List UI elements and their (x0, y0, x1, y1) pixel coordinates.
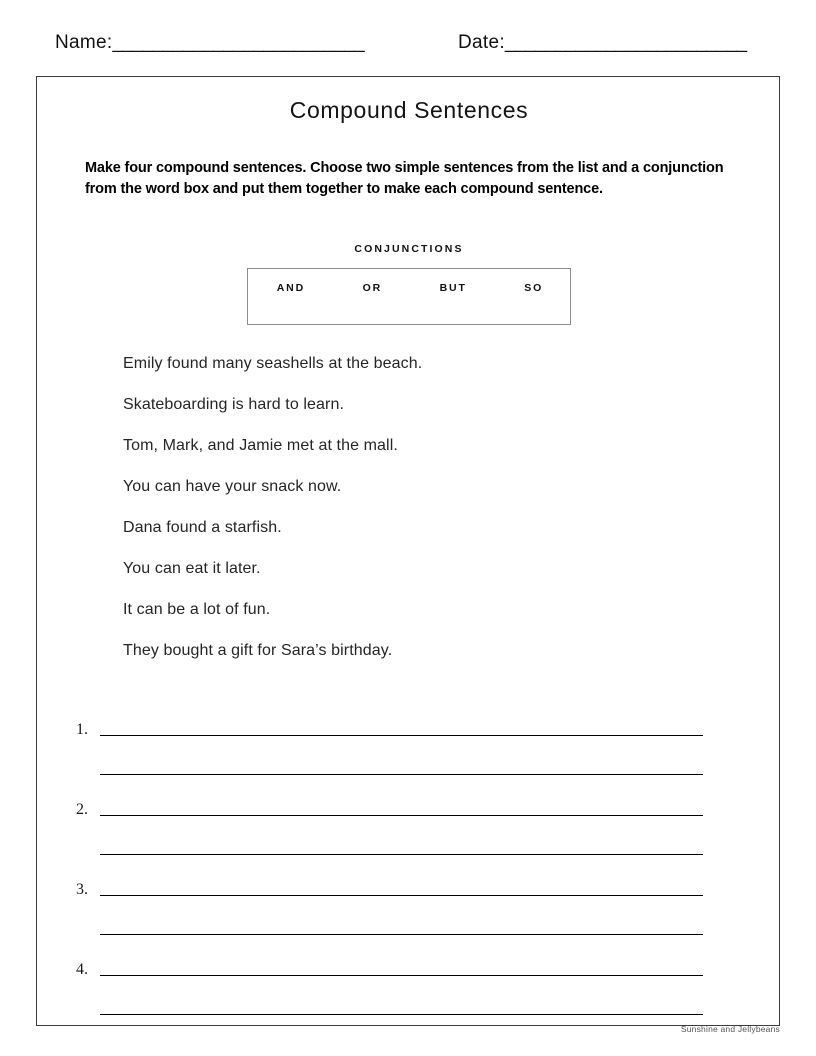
answer-item (37, 777, 781, 857)
answer-number: 4. (76, 961, 88, 978)
answer-write-line[interactable] (100, 774, 703, 775)
conjunctions-heading: CONJUNCTIONS (354, 243, 464, 255)
list-item: Emily found many seashells at the beach. (123, 355, 423, 372)
answer-number: 3. (76, 881, 88, 898)
date-field (458, 32, 747, 54)
conjunction-word-so: SO (524, 282, 544, 294)
answer-number: 1. (76, 721, 88, 738)
page-title: Compound Sentences (289, 97, 529, 123)
list-item: It can be a lot of fun. (123, 601, 271, 618)
list-item: Skateboarding is hard to learn. (123, 396, 345, 413)
answer-item (37, 857, 781, 937)
answer-area (37, 697, 781, 1017)
instructions-text: Make four compound sentences. Choose two simple sentences from the list and a conjunction from the word box and put them together to make each compound sentence. (85, 160, 724, 197)
name-field (55, 32, 364, 54)
answer-write-line[interactable] (100, 1014, 703, 1015)
answer-item (37, 697, 781, 777)
list-item: They bought a gift for Sara’s birthday. (123, 642, 393, 659)
conjunctions-word-list (248, 282, 572, 294)
answer-write-line[interactable] (100, 895, 703, 896)
answer-write-line[interactable] (100, 975, 703, 976)
footer-credit: Sunshine and Jellybeans (680, 1024, 780, 1034)
name-blank-line[interactable]: _________________________ (112, 32, 365, 53)
answer-write-line[interactable] (100, 854, 703, 855)
name-label: Name: (55, 32, 113, 53)
answer-write-line[interactable] (100, 735, 703, 736)
conjunction-word-but: BUT (439, 282, 467, 294)
answer-write-line[interactable] (100, 815, 703, 816)
list-item: Tom, Mark, and Jamie met at the mall. (123, 437, 398, 454)
simple-sentence-list (123, 354, 723, 682)
conjunction-word-and: AND (276, 282, 306, 294)
answer-item (37, 937, 781, 1017)
list-item: You can have your snack now. (123, 478, 342, 495)
conjunctions-word-box (247, 268, 571, 325)
conjunction-word-or: OR (362, 282, 383, 294)
date-label: Date: (458, 32, 505, 53)
list-item: Dana found a starfish. (123, 519, 282, 536)
answer-write-line[interactable] (100, 934, 703, 935)
date-blank-line[interactable]: ________________________ (504, 32, 747, 53)
worksheet-body (36, 76, 780, 1026)
answer-number: 2. (76, 801, 88, 818)
worksheet-header (0, 32, 816, 66)
list-item: You can eat it later. (123, 560, 261, 577)
